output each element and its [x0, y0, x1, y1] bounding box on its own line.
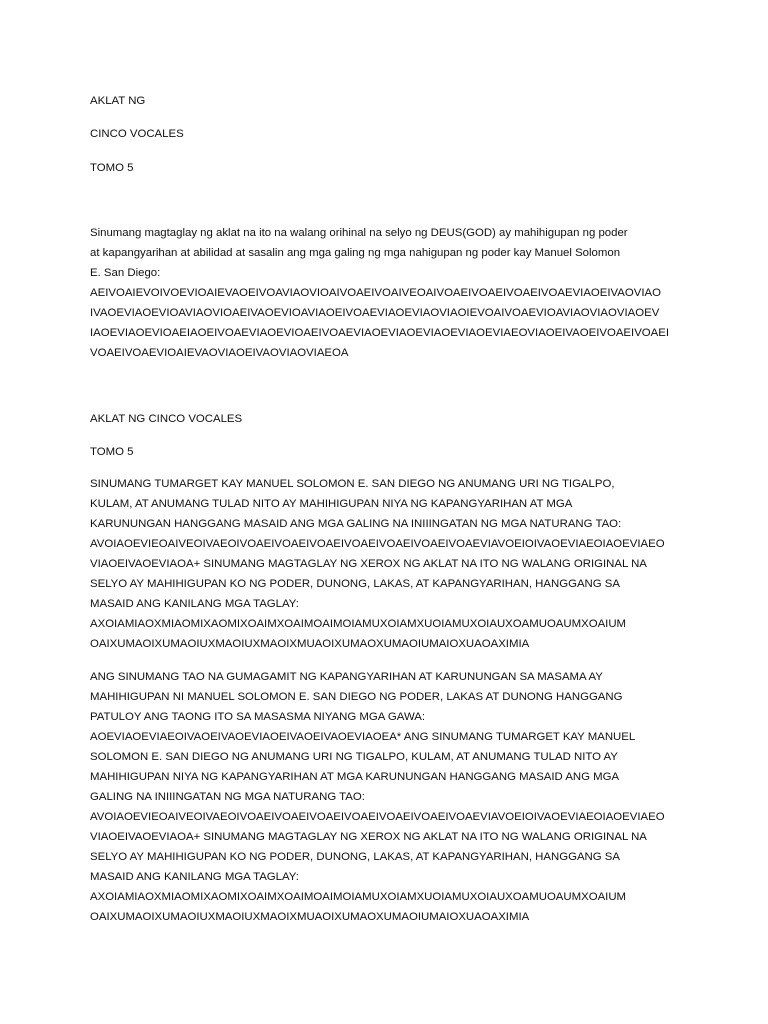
paragraph-3-line: MAHIHIGUPAN NI MANUEL SOLOMON E. SAN DIEGO NG PODER, LAKAS AT DUNONG HANGGANG	[90, 691, 623, 703]
paragraph-3-line: GALING NA INIIINGATAN NG MGA NATURANG TAO:	[90, 791, 365, 803]
paragraph-2-line: AVOIAOEVIEOAIVEOIVAEOIVOAEIVOAEIVOAEIVOAEIVOAEIVOAEIVOAEVIAVOEIOIVAOEVIAEOIAOEVIAEO	[90, 538, 665, 550]
section-2-tomo: TOMO 5	[90, 446, 134, 458]
paragraph-3-line: SELYO AY MAHIHIGUPAN KO NG PODER, DUNONG, LAKAS, AT KAPANGYARIHAN, HANGGANG SA	[90, 851, 620, 863]
paragraph-3-line: AOEVIAOEVIAEOIVAOEIVAOEVIAOEIVAOEIVAOEVIAOEA* ANG SINUMANG TUMARGET KAY MANUEL	[90, 731, 636, 743]
paragraph-3-line: SOLOMON E. SAN DIEGO NG ANUMANG URI NG TIGALPO, KULAM, AT ANUMANG TULAD NITO AY	[90, 751, 618, 763]
paragraph-2-line: AXOIAMIAOXMIAOMIXAOMIXOAIMXOAIMOAIMOIAMUXOIAMXUOIAMUXOIAUXOAMUOAUMXOAIUM	[90, 618, 627, 630]
paragraph-1	[90, 223, 682, 363]
paragraph-3-line: AVOIAOEVIEOAIVEOIVAEOIVOAEIVOAEIVOAEIVOAEIVOAEIVOAEIVOAEVIAVOEIOIVAOEVIAEOIAOEVIAEO	[90, 811, 665, 823]
title-line-3: TOMO 5	[90, 162, 134, 174]
paragraph-1-line: AEIVOAIEVOIVOEVIOAIEVAOEIVOAVIAOVIOAIVOAEIVOAIVEOAIVOAEIVOAEIVOAEIVOAEVIAOEIVAOVIAO	[90, 287, 661, 299]
paragraph-1-line: IVAOEVIAOEVIOAVIAOVIOAEIVAOEVIOAVIAOEIVOAEVIAOEVIAOVIAOIEVOAIVOAEVIOAVIAOVIAOVIAOEV	[90, 307, 660, 319]
paragraph-2-line: SELYO AY MAHIHIGUPAN KO NG PODER, DUNONG, LAKAS, AT KAPANGYARIHAN, HANGGANG SA	[90, 578, 620, 590]
paragraph-3-line: ANG SINUMANG TAO NA GUMAGAMIT NG KAPANGYARIHAN AT KARUNUNGAN SA MASAMA AY	[90, 671, 603, 683]
paragraph-2	[90, 474, 682, 654]
paragraph-3-line: PATULOY ANG TAONG ITO SA MASASMA NIYANG MGA GAWA:	[90, 711, 426, 723]
paragraph-2-line: MASAID ANG KANILANG MGA TAGLAY:	[90, 598, 299, 610]
paragraph-1-line: at kapangyarihan at abilidad at sasalin ang mga galing ng mga nahigupan ng poder kay Manuel Solomon	[90, 247, 621, 259]
paragraph-3-line: VIAOEIVAOEVIAOA+ SINUMANG MAGTAGLAY NG XEROX NG AKLAT NA ITO NG WALANG ORIGINAL NA	[90, 831, 647, 843]
paragraph-3-line: OAIXUMAOIXUMAOIUXMAOIUXMAOIXMUAOIXUMAOXUMAOIUMAIOXUAOAXIMIA	[90, 911, 530, 923]
paragraph-2-line: KULAM, AT ANUMANG TULAD NITO AY MAHIHIGUPAN NIYA NG KAPANGYARIHAN AT MGA	[90, 498, 573, 510]
paragraph-1-line: Sinumang magtaglay ng aklat na ito na walang orihinal na selyo ng DEUS(GOD) ay mahihigupan ng poder	[90, 227, 628, 239]
paragraph-3	[90, 667, 682, 927]
paragraph-1-line: VOAEIVOAEVIOAIEVAOVIAOEIVAOVIAOVIAEOA	[90, 347, 349, 359]
paragraph-2-line: KARUNUNGAN HANGGANG MASAID ANG MGA GALING NA INIIINGATAN NG MGA NATURANG TAO:	[90, 518, 622, 530]
paragraph-2-line: SINUMANG TUMARGET KAY MANUEL SOLOMON E. SAN DIEGO NG ANUMANG URI NG TIGALPO,	[90, 478, 615, 490]
title-line-1: AKLAT NG	[90, 95, 146, 107]
paragraph-3-line: MASAID ANG KANILANG MGA TAGLAY:	[90, 871, 299, 883]
paragraph-3-line: AXOIAMIAOXMIAOMIXAOMIXOAIMXOAIMOAIMOIAMUXOIAMXUOIAMUXOIAUXOAMUOAUMXOAIUM	[90, 891, 627, 903]
paragraph-2-line: VIAOEIVAOEVIAOA+ SINUMANG MAGTAGLAY NG XEROX NG AKLAT NA ITO NG WALANG ORIGINAL NA	[90, 558, 647, 570]
title-line-2: CINCO VOCALES	[90, 128, 184, 140]
section-2-heading: AKLAT NG CINCO VOCALES	[90, 413, 243, 425]
paragraph-1-line: IAOEVIAOEVIOAEIAOEIVOAEVIAOEVIOAEIVOAEVIAOEVIAOEVIAOEVIAOEVIAEOVIAOEIVAOEIVOAEIVOAEI	[90, 327, 670, 339]
paragraph-2-line: OAIXUMAOIXUMAOIUXMAOIUXMAOIXMUAOIXUMAOXUMAOIUMAIOXUAOAXIMIA	[90, 638, 530, 650]
paragraph-1-line: E. San Diego:	[90, 267, 161, 279]
paragraph-3-line: MAHIHIGUPAN NIYA NG KAPANGYARIHAN AT MGA KARUNUNGAN HANGGANG MASAID ANG MGA	[90, 771, 620, 783]
